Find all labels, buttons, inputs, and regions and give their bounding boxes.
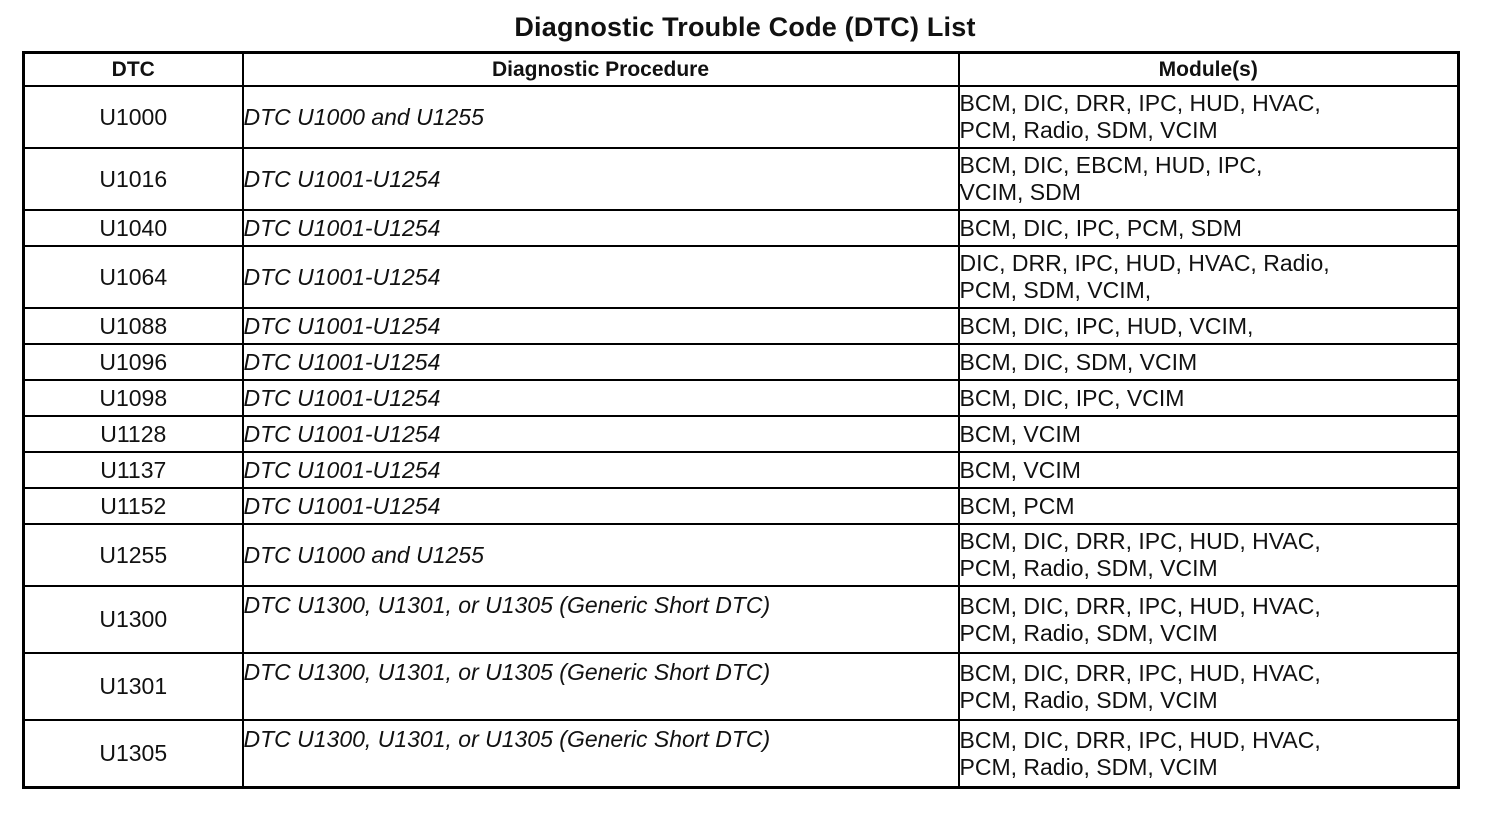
modules-line: DIC, DRR, IPC, HUD, HVAC, Radio,	[959, 250, 1330, 276]
modules-line: PCM, Radio, SDM, VCIM	[959, 555, 1218, 581]
modules-cell	[959, 86, 1459, 148]
modules-cell	[959, 416, 1459, 452]
table-row	[24, 210, 1459, 246]
dtc-code-cell: U1064	[24, 246, 243, 308]
modules-line: BCM, DIC, DRR, IPC, HUD, HVAC,	[959, 528, 1321, 554]
dtc-code-cell: U1040	[24, 210, 243, 246]
dtc-code-cell: U1096	[24, 344, 243, 380]
modules-cell	[959, 380, 1459, 416]
modules-line: BCM, DIC, IPC, VCIM	[959, 384, 1185, 411]
modules-line: BCM, DIC, IPC, PCM, SDM	[959, 214, 1242, 241]
dtc-code-cell: U1098	[24, 380, 243, 416]
diagnostic-procedure-cell: DTC U1001-U1254	[243, 344, 959, 380]
table-row	[24, 488, 1459, 524]
diagnostic-procedure-cell: DTC U1001-U1254	[243, 416, 959, 452]
column-header-modules: Module(s)	[959, 53, 1459, 87]
modules-cell	[959, 488, 1459, 524]
table-row	[24, 380, 1459, 416]
table-row	[24, 246, 1459, 308]
diagnostic-procedure-cell: DTC U1300, U1301, or U1305 (Generic Short DTC)	[243, 653, 959, 720]
diagnostic-procedure-cell: DTC U1001-U1254	[243, 308, 959, 344]
modules-line: BCM, VCIM	[959, 456, 1081, 483]
dtc-code-cell: U1137	[24, 452, 243, 488]
modules-line: VCIM, SDM	[959, 179, 1081, 205]
diagnostic-procedure-cell: DTC U1001-U1254	[243, 488, 959, 524]
modules-cell	[959, 452, 1459, 488]
diagnostic-procedure-cell: DTC U1000 and U1255	[243, 524, 959, 586]
modules-line: BCM, DIC, EBCM, HUD, IPC,	[959, 152, 1263, 178]
dtc-code-cell: U1300	[24, 586, 243, 653]
diagnostic-procedure-cell: DTC U1300, U1301, or U1305 (Generic Short DTC)	[243, 720, 959, 788]
modules-cell	[959, 210, 1459, 246]
modules-cell	[959, 720, 1459, 788]
table-row	[24, 653, 1459, 720]
dtc-code-cell: U1301	[24, 653, 243, 720]
modules-line: PCM, Radio, SDM, VCIM	[959, 753, 1218, 780]
diagnostic-procedure-cell: DTC U1001-U1254	[243, 210, 959, 246]
diagnostic-procedure-cell: DTC U1001-U1254	[243, 246, 959, 308]
modules-cell	[959, 653, 1459, 720]
modules-line: BCM, DIC, SDM, VCIM	[959, 348, 1198, 375]
modules-cell	[959, 344, 1459, 380]
table-header-row	[24, 53, 1459, 87]
table-row	[24, 586, 1459, 653]
modules-line: PCM, Radio, SDM, VCIM	[959, 117, 1218, 143]
table-row	[24, 416, 1459, 452]
dtc-code-cell: U1152	[24, 488, 243, 524]
dtc-code-cell: U1088	[24, 308, 243, 344]
table-row	[24, 452, 1459, 488]
table-row	[24, 720, 1459, 788]
table-body	[24, 86, 1459, 788]
modules-cell	[959, 586, 1459, 653]
table-row	[24, 344, 1459, 380]
modules-line: PCM, SDM, VCIM,	[959, 277, 1152, 303]
dtc-code-cell: U1128	[24, 416, 243, 452]
modules-cell	[959, 246, 1459, 308]
modules-line: BCM, DIC, DRR, IPC, HUD, HVAC,	[959, 90, 1321, 116]
diagnostic-procedure-cell: DTC U1300, U1301, or U1305 (Generic Short DTC)	[243, 586, 959, 653]
dtc-table	[22, 51, 1460, 789]
modules-line: PCM, Radio, SDM, VCIM	[959, 686, 1218, 713]
column-header-procedure: Diagnostic Procedure	[243, 53, 959, 87]
diagnostic-procedure-cell: DTC U1000 and U1255	[243, 86, 959, 148]
column-header-dtc: DTC	[24, 53, 243, 87]
table-row	[24, 86, 1459, 148]
modules-cell	[959, 524, 1459, 586]
modules-cell	[959, 148, 1459, 210]
modules-line: BCM, DIC, DRR, IPC, HUD, HVAC,	[959, 592, 1321, 619]
dtc-code-cell: U1016	[24, 148, 243, 210]
modules-line: BCM, VCIM	[959, 420, 1081, 447]
modules-line: BCM, DIC, IPC, HUD, VCIM,	[959, 312, 1254, 339]
modules-cell	[959, 308, 1459, 344]
modules-line: PCM, Radio, SDM, VCIM	[959, 619, 1218, 646]
table-row	[24, 524, 1459, 586]
diagnostic-procedure-cell: DTC U1001-U1254	[243, 452, 959, 488]
diagnostic-procedure-cell: DTC U1001-U1254	[243, 148, 959, 210]
page-title: Diagnostic Trouble Code (DTC) List	[514, 12, 976, 42]
dtc-code-cell: U1000	[24, 86, 243, 148]
diagnostic-procedure-cell: DTC U1001-U1254	[243, 380, 959, 416]
table-row	[24, 148, 1459, 210]
dtc-code-cell: U1255	[24, 524, 243, 586]
modules-line: BCM, DIC, DRR, IPC, HUD, HVAC,	[959, 726, 1321, 753]
dtc-code-cell: U1305	[24, 720, 243, 788]
table-row	[24, 308, 1459, 344]
modules-line: BCM, DIC, DRR, IPC, HUD, HVAC,	[959, 659, 1321, 686]
modules-line: BCM, PCM	[959, 492, 1075, 519]
